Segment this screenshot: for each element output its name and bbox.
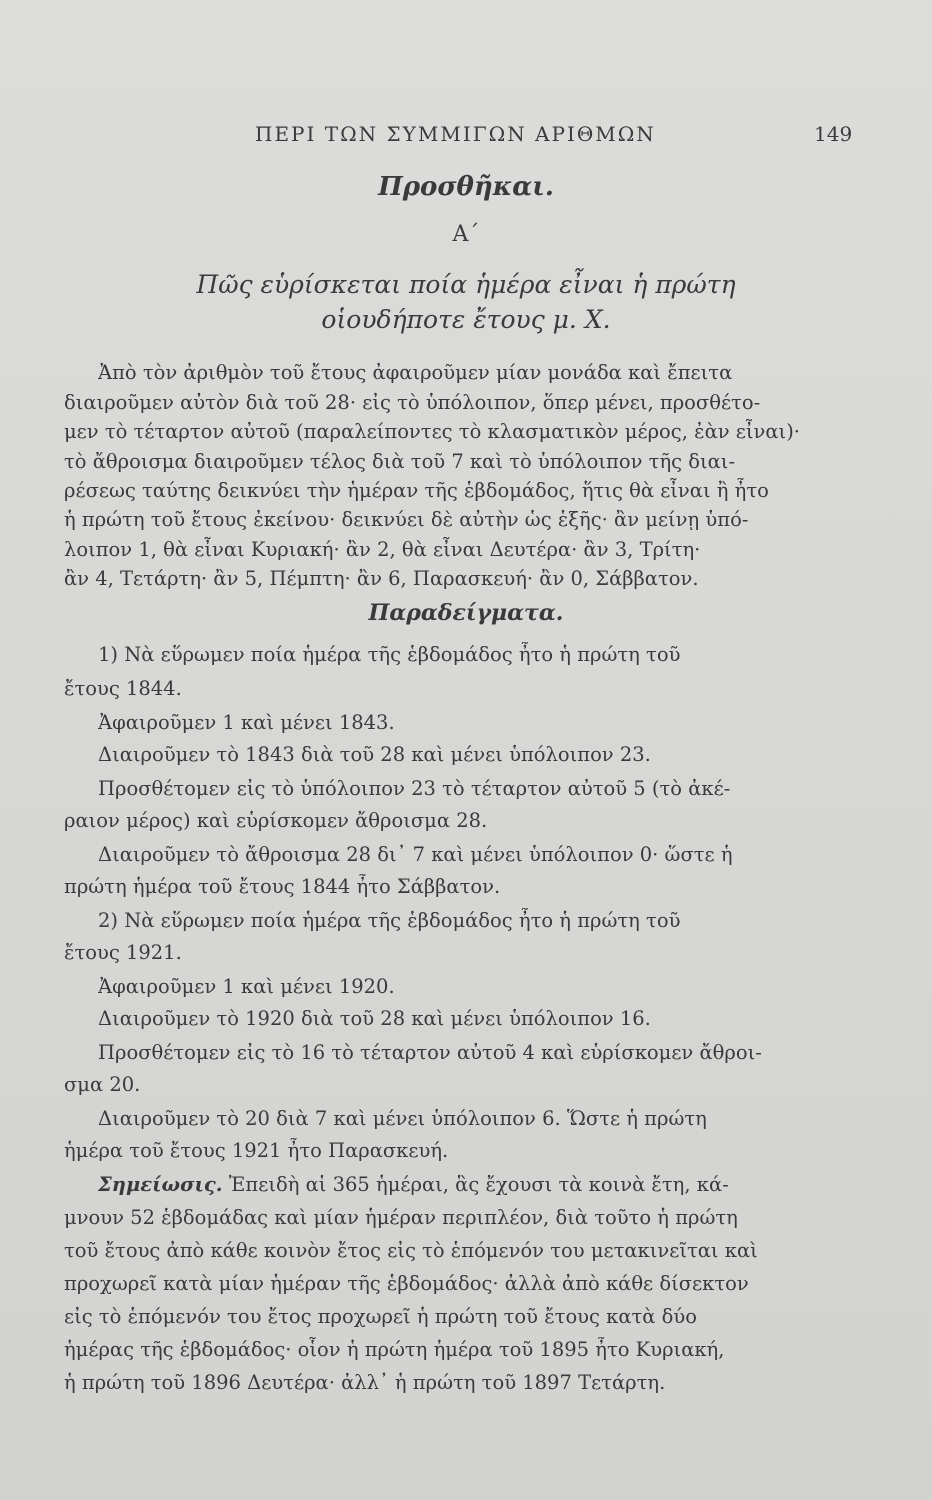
text-line: τὸ ἄθροισμα διαιροῦμεν τέλος διὰ τοῦ 7 καὶ τὸ ὑπόλοιπον τῆς διαι- (64, 450, 736, 473)
text-line: Ἀφαιροῦμεν 1 καὶ μένει 1843. (98, 711, 395, 734)
text-line: Διαιροῦμεν τὸ 1920 διὰ τοῦ 28 καὶ μένει ὑπόλοιπον 16. (98, 1007, 651, 1030)
section-title: Προσθῆκαι. (378, 172, 554, 202)
text-line: λοιπον 1, θὰ εἶναι Κυριακή· ἂν 2, θὰ εἶναι Δευτέρα· ἂν 3, Τρίτη· (64, 538, 701, 561)
text-line: Προσθέτομεν εἰς τὸ 16 τὸ τέταρτον αὐτοῦ 4 καὶ εὑρίσκομεν ἄθροι- (98, 1041, 762, 1064)
text-line: διαιροῦμεν αὐτὸν διὰ τοῦ 28· εἰς τὸ ὑπόλοιπον, ὅπερ μένει, προσθέτο- (64, 391, 761, 414)
section-number: Α΄ (452, 222, 480, 247)
text-line: ραιον μέρος) καὶ εὑρίσκομεν ἄθροισμα 28. (64, 809, 488, 832)
text-line: ἂν 4, Τετάρτη· ἂν 5, Πέμπτη· ἂν 6, Παρασκευή· ἂν 0, Σάββατον. (64, 567, 699, 590)
text-line: προχωρεῖ κατὰ μίαν ἡμέραν τῆς ἑβδομάδος· ἀλλὰ ἀπὸ κάθε δίσεκτον (64, 1272, 749, 1295)
text-line: Ἀφαιροῦμεν 1 καὶ μένει 1920. (98, 975, 395, 998)
text-line: μεν τὸ τέταρτον αὐτοῦ (παραλείποντες τὸ κλασματικὸν μέρος, ἐὰν εἶναι)· (64, 420, 801, 443)
text-line: ἔτους 1844. (64, 677, 182, 700)
text-line: μνουν 52 ἑβδομάδας καὶ μίαν ἡμέραν περιπλέον, διὰ τοῦτο ἡ πρώτη (64, 1206, 738, 1229)
text-line: Διαιροῦμεν τὸ 1843 διὰ τοῦ 28 καὶ μένει ὑπόλοιπον 23. (98, 743, 651, 766)
page-number: 149 (814, 122, 853, 146)
text-line: σμα 20. (64, 1073, 141, 1096)
note-first-line (98, 1172, 820, 1198)
note-label: Σημείωσις. (98, 1173, 223, 1196)
examples-title: Παραδείγματα. (368, 600, 564, 626)
heading-line-1: Πῶς εὑρίσκεται ποία ἡμέρα εἶναι ἡ πρώτη (196, 270, 736, 299)
text-line: Ἀπὸ τὸν ἀριθμὸν τοῦ ἔτους ἀφαιροῦμεν μίαν μονάδα καὶ ἔπειτα (98, 361, 733, 384)
heading-line-2: οἱουδήποτε ἔτους μ. Χ. (321, 305, 611, 334)
text-line: ἡ πρώτη τοῦ 1896 Δευτέρα· ἀλλ᾽ ἡ πρώτη τοῦ 1897 Τετάρτη. (64, 1371, 666, 1394)
text-line: 2) Νὰ εὕρωμεν ποία ἡμέρα τῆς ἑβδομάδος ἦτο ἡ πρώτη τοῦ (98, 909, 681, 932)
text-line: 1) Νὰ εὕρωμεν ποία ἡμέρα τῆς ἑβδομάδος ἦτο ἡ πρώτη τοῦ (98, 643, 681, 666)
running-head (0, 122, 932, 152)
text-line: πρώτη ἡμέρα τοῦ ἔτους 1844 ἦτο Σάββατον. (64, 875, 501, 898)
text-line: εἰς τὸ ἑπόμενόν του ἔτος προχωρεῖ ἡ πρώτη τοῦ ἔτους κατὰ δύο (64, 1305, 697, 1328)
text-line: τοῦ ἔτους ἀπὸ κάθε κοινὸν ἔτος εἰς τὸ ἑπόμενόν του μετακινεῖται καὶ (64, 1239, 758, 1262)
text-line: ρέσεως ταύτης δεικνύει τὴν ἡμέραν τῆς ἑβδομάδος, ἥτις θὰ εἶναι ἢ ἦτο (64, 479, 769, 502)
note-first-line-text: Ἐπειδὴ αἱ 365 ἡμέραι, ἃς ἔχουσι τὰ κοινὰ ἔτη, κά- (228, 1173, 729, 1196)
text-line: Προσθέτομεν εἰς τὸ ὑπόλοιπον 23 τὸ τέταρτον αὐτοῦ 5 (τὸ ἀκέ- (98, 777, 731, 800)
text-line: ἡμέρα τοῦ ἔτους 1921 ἦτο Παρασκευή. (64, 1139, 449, 1162)
text-line: Διαιροῦμεν τὸ 20 διὰ 7 καὶ μένει ὑπόλοιπον 6. Ὥστε ἡ πρώτη (98, 1107, 707, 1130)
text-line: ἡ πρώτη τοῦ ἔτους ἐκείνου· δεικνύει δὲ αὐτὴν ὡς ἑξῆς· ἂν μείνῃ ὑπό- (64, 508, 749, 531)
text-line: ἔτους 1921. (64, 941, 182, 964)
text-line: ἡμέρας τῆς ἑβδομάδος· οἷον ἡ πρώτη ἡμέρα τοῦ 1895 ἦτο Κυριακή, (64, 1338, 725, 1361)
running-head-title: ΠΕΡΙ ΤΩΝ ΣΥΜΜΙΓΩΝ ΑΡΙΘΜΩΝ (255, 122, 656, 146)
text-line: Διαιροῦμεν τὸ ἄθροισμα 28 δι᾽ 7 καὶ μένει ὑπόλοιπον 0· ὥστε ἡ (98, 843, 733, 866)
